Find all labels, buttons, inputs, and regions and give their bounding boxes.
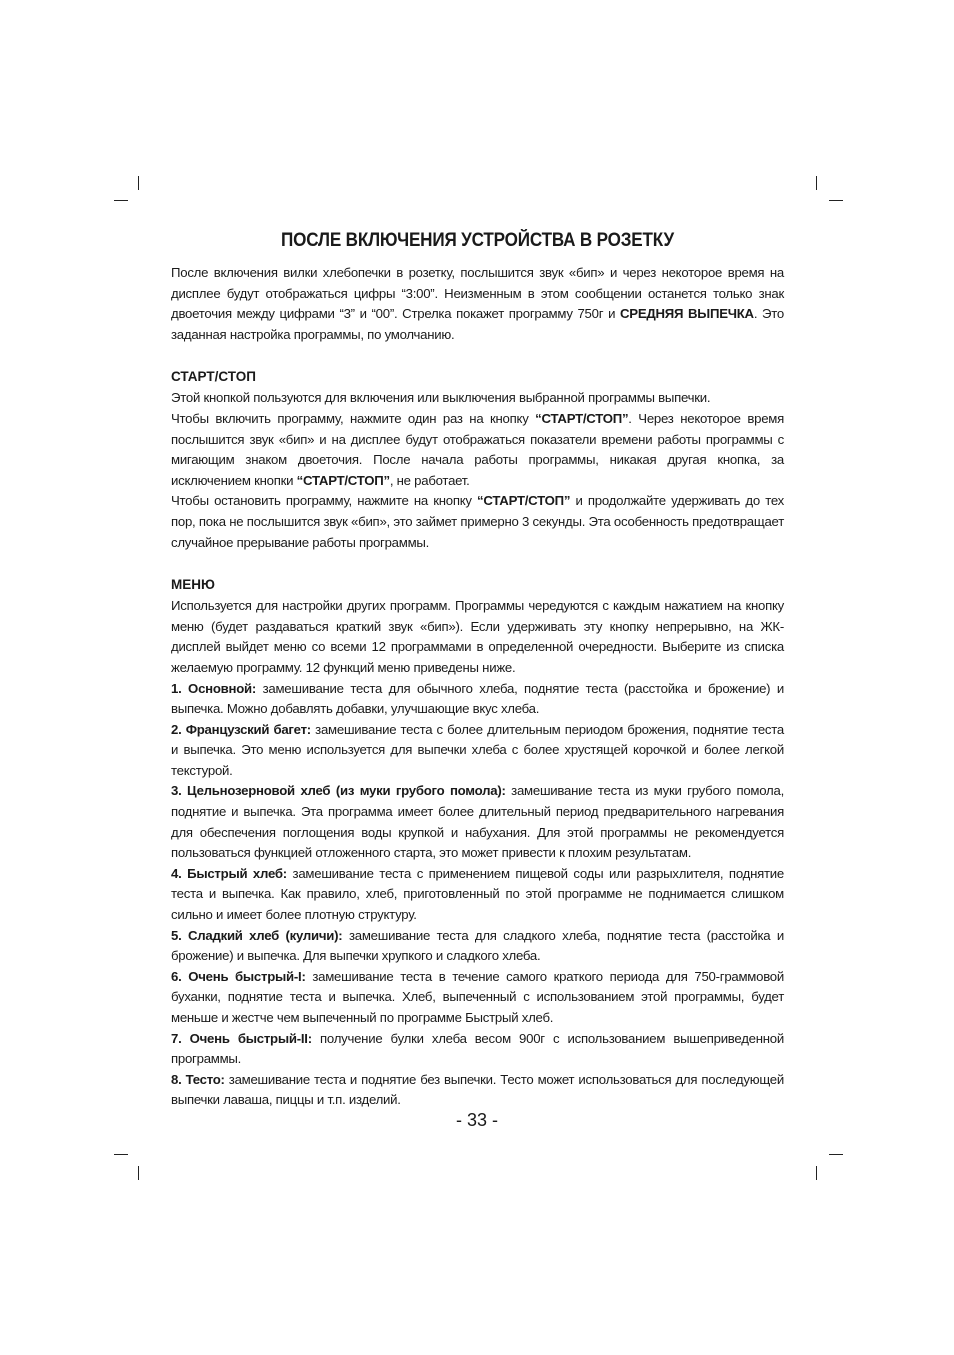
menu-item-label: 2. Французский багет: — [171, 721, 311, 737]
crop-mark-bottom-right-vertical — [816, 1166, 817, 1180]
start-stop-p3-button-name: “СТАРТ/СТОП” — [477, 493, 571, 509]
start-stop-heading: СТАРТ/СТОП — [171, 369, 256, 385]
menu-item — [171, 781, 784, 863]
menu-item — [171, 1070, 784, 1111]
start-stop-p2-button-name: “СТАРТ/СТОП” — [535, 410, 629, 426]
menu-item-text: замешивание теста с применением пищевой соды или разрыхлителя, поднятие теста и выпечка. Как правило, хлеб, приготовленный по этой программе не поднимается слишком сильно и имеет более плотную структуру. — [171, 865, 784, 923]
menu-item-text: замешивание теста в течение самого краткого периода для 750-граммовой буханки, поднятие теста и выпечка. Хлеб, выпеченный с использованием этой программы, будет меньше и жестче чем выпеченный по программе Быстрый хлеб. — [171, 968, 785, 1025]
menu-item-text: получение булки хлеба весом 900г с использованием вышеприведенной программы. — [171, 1030, 785, 1067]
menu-item — [171, 926, 784, 967]
intro-paragraph — [171, 263, 784, 345]
menu-item-label: 4. Быстрый хлеб: — [171, 865, 287, 881]
start-stop-paragraph-1: Этой кнопкой пользуются для включения или выключения выбранной программы выпечки. — [171, 390, 711, 406]
crop-mark-top-right-horizontal — [829, 200, 843, 201]
menu-item — [171, 679, 784, 720]
start-stop-paragraph-2 — [171, 409, 784, 491]
menu-item-text: замешивание теста с более длительным периодом брожения, поднятие теста и выпечка. Это меню используется для выпечки хлеба с более хрустящей корочкой и более легкой текстурой. — [171, 721, 784, 778]
crop-mark-top-right-vertical — [816, 176, 817, 190]
start-stop-p2-a: Чтобы включить программу, нажмите один раз на кнопку — [171, 410, 536, 426]
menu-intro-paragraph: Используется для настройки других программ. Программы чередуются с каждым нажатием на кнопку меню (будет раздаваться краткий звук «бип»). Если удерживать эту кнопку непрерывно, на ЖК-дисплей выйдет меню со всеми 12 программами в определенной очередности. Выберите из списка желаемую программу. 12 функций меню приведены ниже. — [171, 598, 784, 675]
start-stop-p3-c: и продолжайте удерживать до тех пор, пока не послышится звук «бип», это займет примерно 3 секунды. Эта особенность предотвращает случайное прерывание работы программы. — [171, 493, 784, 550]
menu-heading: МЕНЮ — [171, 577, 215, 593]
intro-text-1: После включения вилки хлебопечки в розетку, послышится звук «бип» и через некоторое время на дисплее будут отображаться цифры “3:00”. Неизменным в этом сообщении останется только знак двоеточия между цифрами “3” и “00”. Стрелка покажет программу 750г и — [171, 265, 784, 322]
menu-item — [171, 967, 784, 1029]
menu-item-text: замешивание теста из муки грубого помола, поднятие и выпечка. Эта программа имеет более длительный период предварительного нагревания для обеспечения поглощения воды крупкой и набухания. Для этой программы не рекомендуется пользоваться функцией отложенного старта, это может привести к плохим результатам. — [171, 783, 784, 861]
page-title: ПОСЛЕ ВКЛЮЧЕНИЯ УСТРОЙСТВА В РОЗЕТКУ — [281, 230, 674, 251]
page-content — [171, 230, 784, 1111]
crop-mark-top-left-vertical — [138, 176, 139, 190]
menu-item — [171, 864, 784, 926]
start-stop-paragraph-3 — [171, 491, 784, 553]
start-stop-p2-e: , не работает. — [389, 472, 470, 488]
menu-item — [171, 1029, 784, 1070]
crop-mark-bottom-left-horizontal — [114, 1154, 128, 1155]
menu-item-label: 6. Очень быстрый-I: — [171, 968, 306, 984]
menu-item-label: 5. Сладкий хлеб (куличи): — [171, 927, 343, 943]
start-stop-p3-a: Чтобы остановить программу, нажмите на кнопку — [171, 493, 478, 509]
intro-text-2: . Это заданная настройка программы, по умолчанию. — [171, 306, 785, 342]
menu-item-text: замешивание теста для сладкого хлеба, поднятие теста (расстойка и брожение) и выпечка. Для выпечки хрупкого и сладкого хлеба. — [171, 927, 785, 964]
menu-item — [171, 720, 784, 782]
menu-item-label: 3. Цельнозерновой хлеб (из муки грубого помола): — [171, 783, 506, 799]
menu-item-label: 8. Тесто: — [171, 1071, 225, 1087]
crop-mark-bottom-right-horizontal — [829, 1154, 843, 1155]
menu-item-text: замешивание теста для обычного хлеба, поднятие теста (расстойка и брожение) и выпечка. Можно добавлять добавки, улучшающие вкус хлеба. — [171, 680, 784, 717]
crop-mark-bottom-left-vertical — [138, 1166, 139, 1180]
start-stop-p2-c: . Через некоторое время послышится звук «бип» и на дисплее будут отображаться показатели времени работы программы с мигающим знаком двоеточия. После начала работы программы, никакая другая кнопка, за исключением кнопки — [171, 410, 784, 488]
menu-item-text: замешивание теста и поднятие без выпечки. Тесто может использоваться для последующей выпечки лаваша, пиццы и т.п. изделий. — [171, 1071, 784, 1108]
intro-bold-mode: СРЕДНЯЯ ВЫПЕЧКА — [620, 306, 754, 322]
page-number: - 33 - — [455, 1110, 498, 1130]
menu-item-label: 1. Основной: — [171, 680, 257, 696]
start-stop-p2-button-name-2: “СТАРТ/СТОП” — [296, 472, 390, 488]
menu-item-label: 7. Очень быстрый-II: — [171, 1030, 312, 1046]
crop-mark-top-left-horizontal — [114, 200, 128, 201]
